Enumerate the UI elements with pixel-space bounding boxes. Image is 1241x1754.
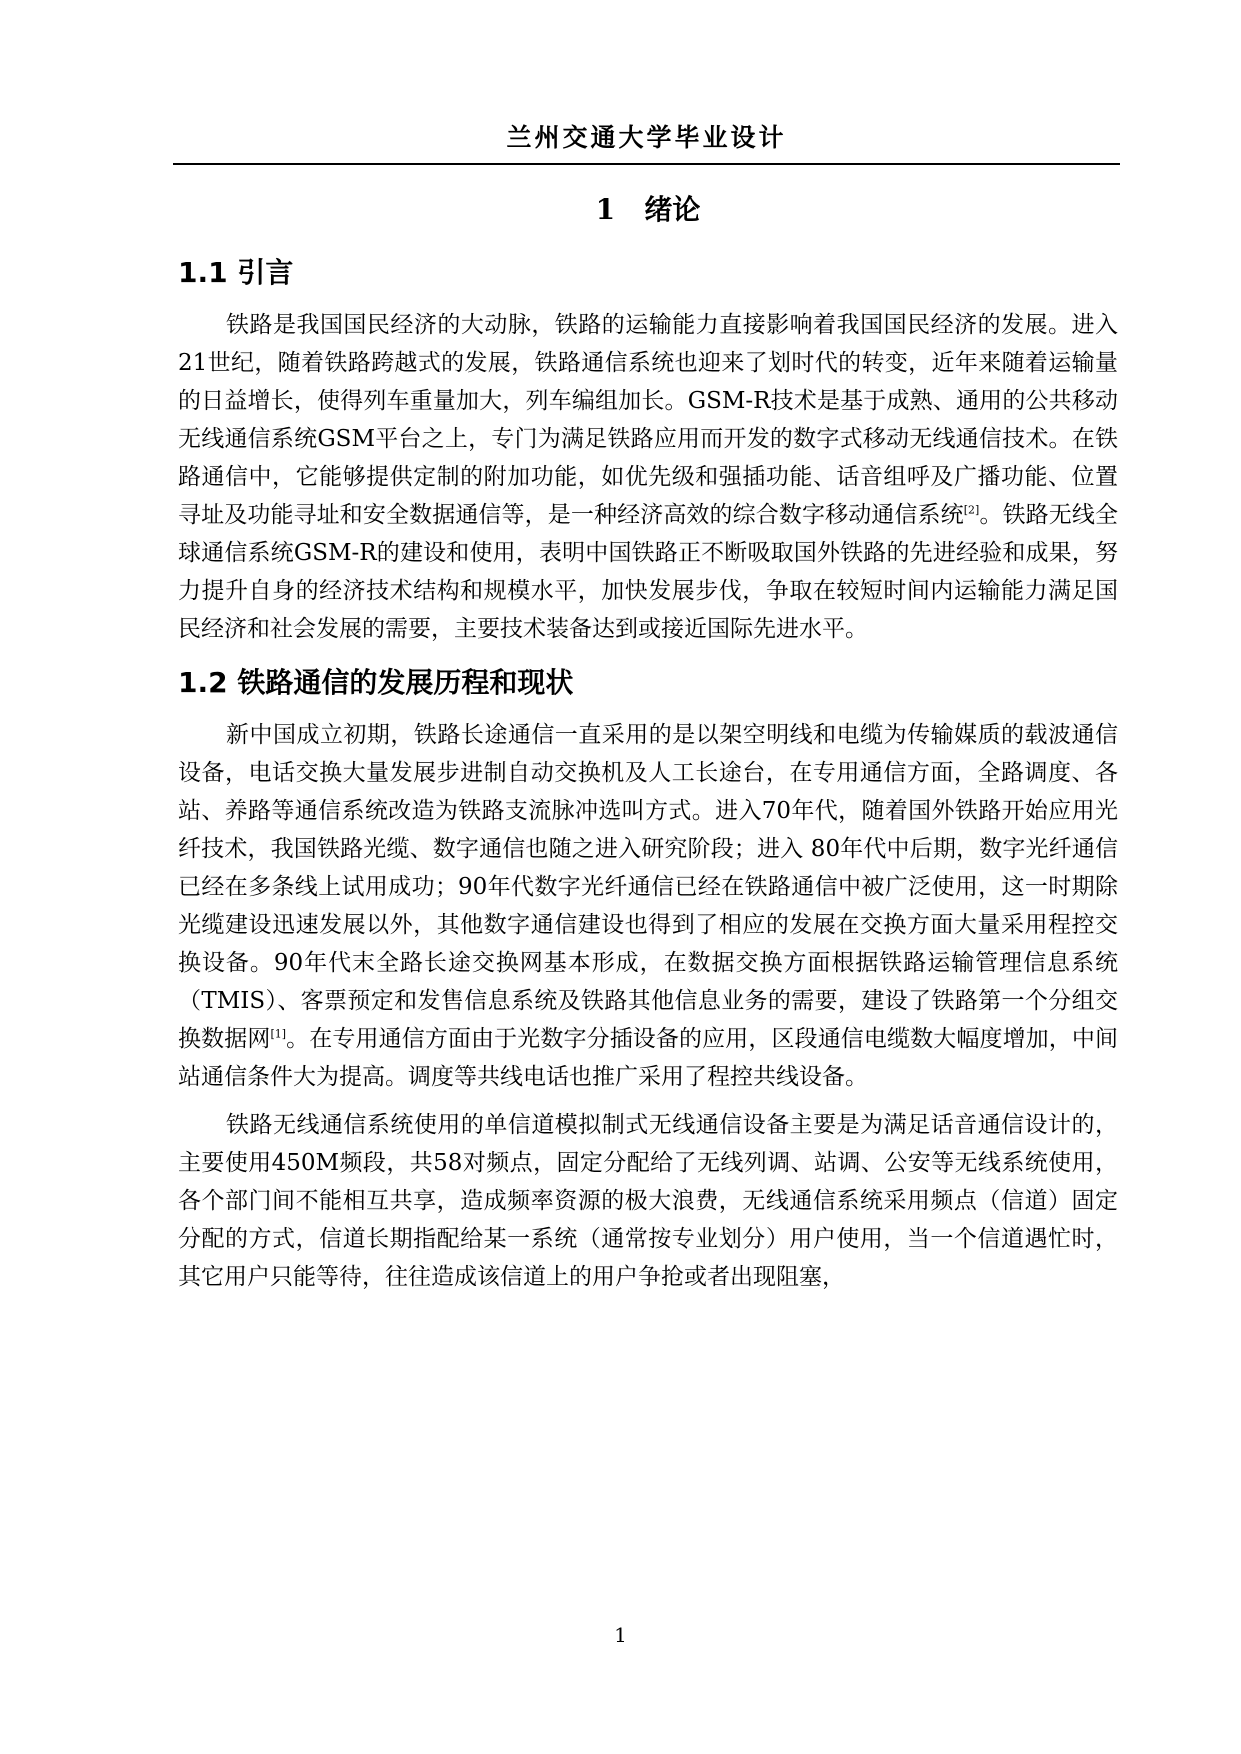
paragraph-text: 铁路无线通信系统使用的单信道模拟制式无线通信设备主要是为满足话音通信设计的，主要使用450M频段，共58对频点，固定分配给了无线列调、站调、公安等无线系统使用，各个部门间不能相互共享，造成频率资源的极大浪费，无线通信系统采用频点（信道）固定分配的方式，信道长期指配给某一系统（通常按专业划分）用户使用，当一个信道遇忙时，其它用户只能等待，往往造成该信道上的用户争抢或者出现阻塞， (178, 1112, 1118, 1290)
paragraph-text: 。铁路无线全球通信系统GSM-R的建设和使用，表明中国铁路正不断吸取国外铁路的先进经验和成果，努力提升自身的经济技术结构和规模水平，加快发展步伐，争取在较短时间内运输能力满足国民经济和社会发展的需要，主要技术装备达到或接近国际先进水平。 (178, 502, 1119, 642)
paragraph (178, 716, 1118, 1096)
page-number: 1 (614, 1623, 627, 1647)
section-title-1-1: 1.1 引言 (178, 256, 294, 289)
header-rule (173, 163, 1120, 165)
page-content (178, 186, 1118, 1306)
paragraph (178, 306, 1118, 648)
paragraph-text: 。在专用通信方面由于光数字分插设备的应用，区段通信电缆数大幅度增加，中间站通信条件大为提高。调度等共线电话也推广采用了程控共线设备。 (178, 1026, 1119, 1090)
paragraph (178, 1106, 1118, 1296)
citation-ref: [2] (963, 503, 980, 517)
running-header: 兰州交通大学毕业设计 (506, 123, 787, 152)
section-title-1-2: 1.2 铁路通信的发展历程和现状 (178, 666, 574, 699)
paragraph-text: 铁路是我国国民经济的大动脉，铁路的运输能力直接影响着我国国民经济的发展。进入21世纪，随着铁路跨越式的发展，铁路通信系统也迎来了划时代的转变，近年来随着运输量的日益增长，使得列车重量加大，列车编组加长。GSM-R技术是基于成熟、通用的公共移动无线通信系统GSM平台之上，专门为满足铁路应用而开发的数字式移动无线通信技术。在铁路通信中，它能够提供定制的附加功能，如优先级和强插功能、话音组呼及广播功能、位置寻址及功能寻址和安全数据通信等，是一种经济高效的综合数字移动通信系统 (178, 312, 1118, 528)
citation-ref: [1] (270, 1027, 287, 1041)
chapter-title: 1 绪论 (595, 193, 701, 226)
paragraph-text: 新中国成立初期，铁路长途通信一直采用的是以架空明线和电缆为传输媒质的载波通信设备，电话交换大量发展步进制自动交换机及人工长途台，在专用通信方面，全路调度、各站、养路等通信系统改造为铁路支流脉冲选叫方式。进入70年代，随着国外铁路开始应用光纤技术，我国铁路光缆、数字通信也随之进入研究阶段；进入 80年代中后期，数字光纤通信已经在多条线上试用成功；90年代数字光纤通信已经在铁路通信中被广泛使用，这一时期除光缆建设迅速发展以外，其他数字通信建设也得到了相应的发展在交换方面大量采用程控交换设备。90年代末全路长途交换网基本形成，在数据交换方面根据铁路运输管理信息系统 （TMIS）、客票预定和发售信息系统及铁路其他信息业务的需要，建设了铁路第一个分组交换数据网 (178, 722, 1118, 1052)
